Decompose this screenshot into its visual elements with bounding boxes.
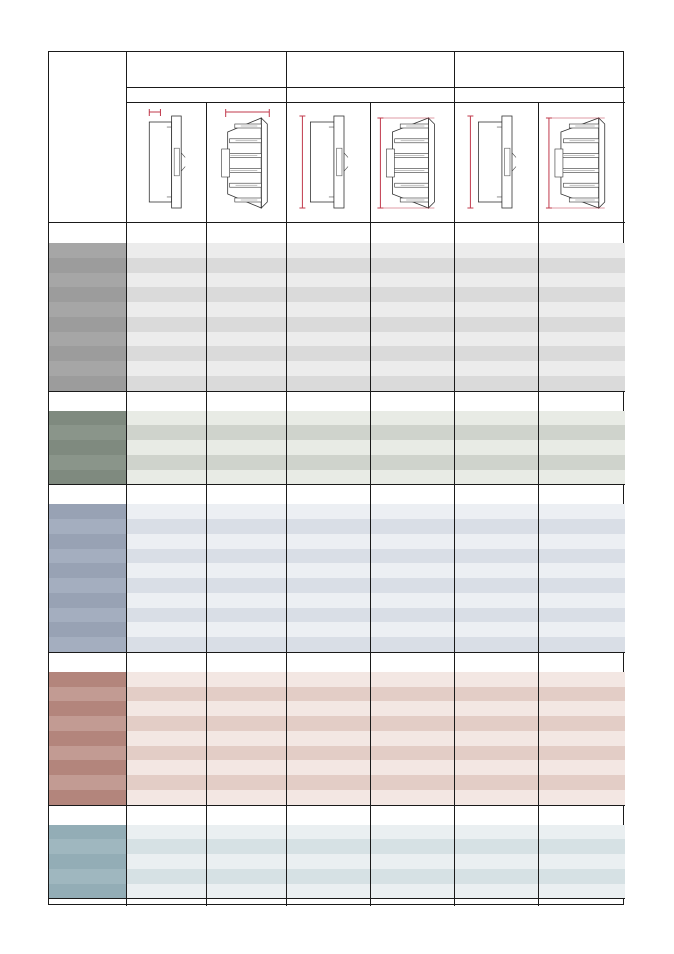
side-view-depth-diagram <box>128 108 204 216</box>
row-cells <box>126 622 625 637</box>
color-swatch <box>49 273 126 288</box>
row-cells <box>126 593 625 608</box>
color-swatch <box>49 287 126 302</box>
grid-line <box>454 52 455 906</box>
color-swatch <box>49 854 126 869</box>
color-swatch <box>49 839 126 854</box>
side-view-height-diagram <box>288 108 368 216</box>
color-swatch <box>49 593 126 608</box>
row-cells <box>126 302 625 317</box>
row-cells <box>126 716 625 731</box>
color-swatch <box>49 716 126 731</box>
row-cells <box>126 672 625 687</box>
color-swatch <box>49 376 126 391</box>
color-swatch <box>49 578 126 593</box>
profile-view-depth-diagram <box>208 108 284 216</box>
color-swatch <box>49 884 126 899</box>
row-cells <box>126 854 625 869</box>
color-swatch <box>49 549 126 564</box>
grid-line <box>206 102 207 906</box>
color-swatch <box>49 455 126 470</box>
color-swatch <box>49 440 126 455</box>
spec-table <box>48 51 624 905</box>
row-cells <box>126 790 625 805</box>
color-swatch <box>49 869 126 884</box>
row-cells <box>126 825 625 840</box>
profile-view-height-diagram <box>372 108 452 216</box>
row-cells <box>126 425 625 440</box>
color-swatch <box>49 519 126 534</box>
color-swatch <box>49 258 126 273</box>
color-swatch <box>49 470 126 485</box>
row-cells <box>126 701 625 716</box>
color-swatch <box>49 361 126 376</box>
grid-line <box>126 102 625 103</box>
row-cells <box>126 258 625 273</box>
row-cells <box>126 440 625 455</box>
row-cells <box>126 317 625 332</box>
color-swatch <box>49 411 126 426</box>
color-swatch <box>49 701 126 716</box>
color-swatch <box>49 346 126 361</box>
row-cells <box>126 504 625 519</box>
row-cells <box>126 549 625 564</box>
color-swatch <box>49 243 126 258</box>
row-cells <box>126 637 625 652</box>
row-cells <box>126 608 625 623</box>
grid-line <box>126 52 127 906</box>
row-cells <box>126 361 625 376</box>
color-swatch <box>49 790 126 805</box>
row-cells <box>126 273 625 288</box>
row-cells <box>126 243 625 258</box>
color-swatch <box>49 687 126 702</box>
color-swatch <box>49 332 126 347</box>
grid-line <box>126 87 625 88</box>
color-swatch <box>49 534 126 549</box>
color-swatch <box>49 731 126 746</box>
color-swatch <box>49 622 126 637</box>
row-cells <box>126 869 625 884</box>
row-cells <box>126 455 625 470</box>
row-cells <box>126 346 625 361</box>
grid-line <box>286 52 287 906</box>
row-cells <box>126 884 625 899</box>
row-cells <box>126 578 625 593</box>
row-cells <box>126 731 625 746</box>
color-swatch <box>49 637 126 652</box>
color-swatch <box>49 825 126 840</box>
row-cells <box>126 534 625 549</box>
row-cells <box>126 687 625 702</box>
side-view-height-large-diagram <box>456 108 536 216</box>
row-cells <box>126 470 625 485</box>
row-cells <box>126 411 625 426</box>
color-swatch <box>49 760 126 775</box>
row-cells <box>126 376 625 391</box>
row-cells <box>126 839 625 854</box>
color-swatch <box>49 608 126 623</box>
row-cells <box>126 519 625 534</box>
row-cells <box>126 563 625 578</box>
row-cells <box>126 287 625 302</box>
color-swatch <box>49 504 126 519</box>
row-cells <box>126 332 625 347</box>
row-cells <box>126 760 625 775</box>
color-swatch <box>49 317 126 332</box>
grid-line <box>370 102 371 906</box>
color-swatch <box>49 672 126 687</box>
grid-line <box>538 102 539 906</box>
color-swatch <box>49 563 126 578</box>
color-swatch <box>49 746 126 761</box>
profile-view-height-large-diagram <box>540 108 623 216</box>
color-swatch <box>49 425 126 440</box>
color-swatch <box>49 775 126 790</box>
color-swatch <box>49 302 126 317</box>
row-cells <box>126 775 625 790</box>
row-cells <box>126 746 625 761</box>
